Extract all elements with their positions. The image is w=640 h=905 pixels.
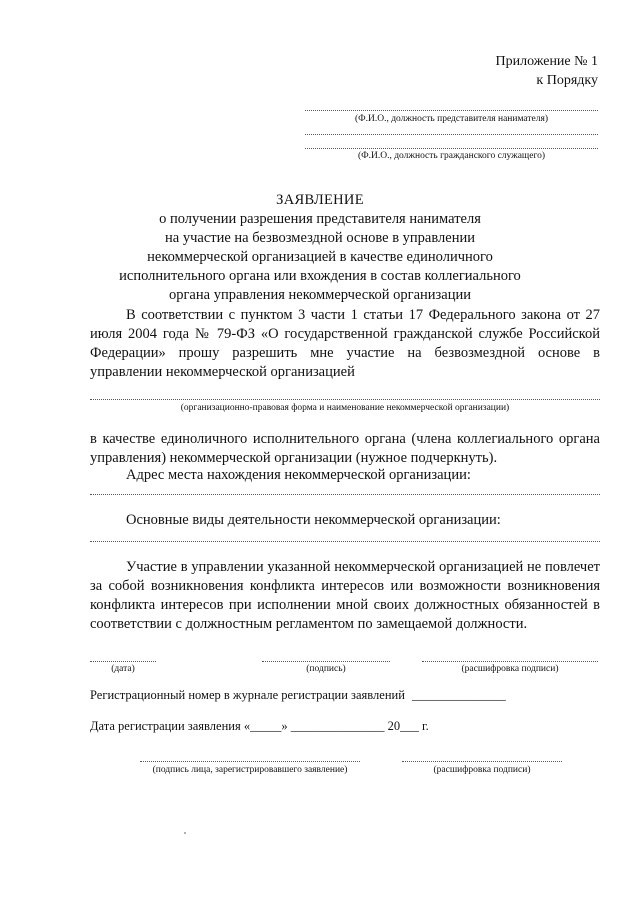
employer-rep-line xyxy=(305,110,598,111)
org-name-line xyxy=(90,399,600,400)
registrar-decode-caption: (расшифровка подписи) xyxy=(433,765,531,775)
title-line: о получении разрешения представителя нанимателя xyxy=(159,211,481,227)
address-label: Адрес места нахождения некоммерческой организации: xyxy=(126,467,471,483)
signature-caption: (подпись) xyxy=(306,664,346,674)
title-line: органа управления некоммерческой организации xyxy=(168,287,471,303)
employer-rep-caption: (Ф.И.О., должность представителя нанимателя) xyxy=(354,114,549,124)
appendix-header xyxy=(496,52,599,90)
title-line: исполнительного органа или вхождения в состав коллегиального xyxy=(119,268,521,284)
appendix-line2: к Порядку xyxy=(536,73,598,88)
registrar-signature-line xyxy=(140,761,360,762)
signature-decode-line xyxy=(422,661,598,662)
date-line xyxy=(90,661,156,662)
address-line xyxy=(90,494,600,495)
civil-servant-caption: (Ф.И.О., должность гражданского служащего) xyxy=(357,151,546,161)
activities-line xyxy=(90,541,600,542)
no-conflict-paragraph: Участие в управлении указанной некоммерческой организацией не повлечет за собой возникновения конфликта интересов или возможности возникновения конфликта интересов при исполнении мной своих должностных обязанностей в соответствии с должностным регламентом по замещаемой должности. xyxy=(90,559,600,632)
reg-number-label: Регистрационный номер в журнале регистрации заявлений xyxy=(90,688,405,702)
title-main: ЗАЯВЛЕНИЕ xyxy=(276,192,364,208)
signature-decode-caption: (расшифровка подписи) xyxy=(461,664,559,674)
reg-number-field[interactable]: _______________ xyxy=(412,688,506,702)
date-caption: (дата) xyxy=(111,664,135,674)
registrar-signature-caption: (подпись лица, зарегистрировавшего заявление) xyxy=(152,765,348,775)
org-name-caption: (организационно-правовая форма и наименование некоммерческой организации) xyxy=(180,403,510,413)
signature-line xyxy=(262,661,390,662)
activities-label: Основные виды деятельности некоммерческой организации: xyxy=(126,512,501,528)
registrar-decode-line xyxy=(402,761,562,762)
role-paragraph: в качестве единоличного исполнительного органа (члена коллегиального органа управления) некоммерческой организации (нужное подчеркнуть). xyxy=(90,431,600,466)
civil-servant-line xyxy=(305,148,598,149)
request-paragraph: В соответствии с пунктом 3 части 1 статьи 17 Федерального закона от 27 июля 2004 года № 79-ФЗ «О государственной гражданской службе Российской Федерации» прошу разрешить мне участие на безвозмездной основе в управлении некоммерческой организацией xyxy=(90,307,600,380)
document-title xyxy=(100,191,540,305)
scan-speck xyxy=(184,832,186,834)
title-line: на участие на безвозмездной основе в управлении xyxy=(165,230,475,246)
reg-date-label: Дата регистрации заявления «_____» _______________ 20___ г. xyxy=(90,719,429,733)
blank-line xyxy=(305,134,598,135)
appendix-line1: Приложение № 1 xyxy=(495,54,598,69)
title-line: некоммерческой организацией в качестве единоличного xyxy=(147,249,493,265)
